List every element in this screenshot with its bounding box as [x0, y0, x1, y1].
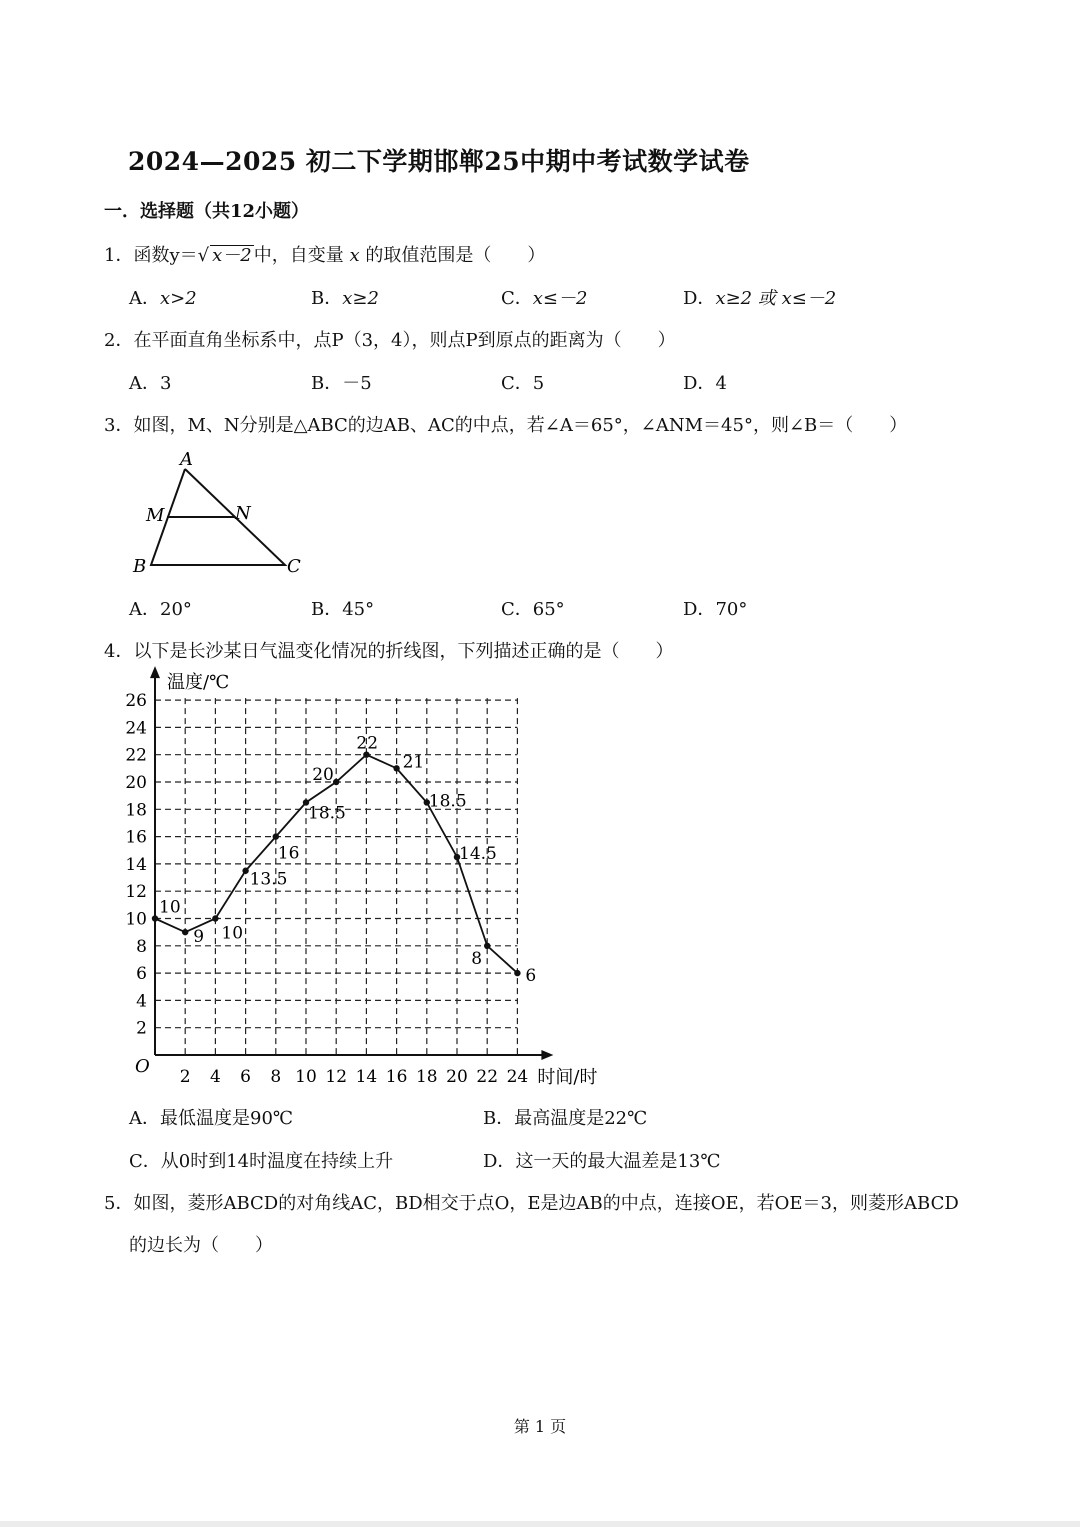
option-d[interactable] — [683, 595, 747, 621]
option-text: 最低温度是90℃ — [160, 1108, 294, 1129]
question-text: 中，自变量 — [253, 245, 344, 266]
option-d[interactable] — [683, 369, 727, 395]
data-point — [514, 970, 520, 976]
option-a[interactable] — [129, 1104, 293, 1130]
vertex-label-c: C — [287, 556, 301, 577]
option-label: B． — [311, 373, 343, 394]
option-b[interactable] — [311, 369, 372, 395]
x-tick-label: 6 — [240, 1067, 252, 1087]
data-label: 10 — [159, 897, 181, 918]
x-tick-label: 12 — [325, 1067, 348, 1087]
option-label: C． — [501, 373, 533, 394]
option-text: －5 — [342, 373, 372, 394]
temperature-line-chart — [120, 665, 620, 1100]
x-tick-label: 20 — [446, 1067, 468, 1087]
question-number: 2． — [104, 330, 134, 351]
triangle-figure — [125, 445, 315, 585]
y-tick-label: 2 — [136, 1018, 147, 1039]
option-label: A． — [129, 288, 160, 309]
option-b[interactable] — [483, 1104, 647, 1130]
question-text: 函数y＝ — [133, 245, 198, 266]
option-c[interactable] — [501, 369, 544, 395]
variable: x — [349, 245, 360, 266]
y-tick-label: 12 — [125, 882, 147, 903]
vertex-label-a: A — [180, 449, 193, 470]
x-tick-label: 10 — [295, 1067, 317, 1087]
question-2 — [104, 326, 676, 352]
option-label: D． — [683, 288, 716, 309]
data-label: 20 — [312, 765, 334, 785]
option-text: x≥2 — [342, 288, 379, 309]
question-number: 3． — [104, 415, 134, 436]
option-text: 5 — [532, 373, 545, 394]
option-a[interactable] — [129, 369, 171, 395]
bottom-rule — [0, 1521, 1080, 1527]
option-label: C． — [501, 288, 533, 309]
option-label: C． — [129, 1151, 161, 1172]
y-tick-label: 20 — [125, 773, 147, 793]
y-axis-label: 温度/℃ — [167, 672, 230, 694]
option-label: D． — [483, 1151, 516, 1172]
data-label: 6 — [525, 966, 537, 987]
question-text: 的取值范围是（ ） — [365, 245, 546, 266]
option-text: x≥2 或 x≤－2 — [715, 288, 837, 309]
data-label: 13.5 — [249, 869, 288, 890]
option-text: 3 — [160, 373, 172, 394]
data-point — [484, 943, 490, 949]
point-label-m: M — [146, 505, 165, 526]
page-footer: 第 1 页 — [513, 1417, 567, 1436]
option-c[interactable] — [129, 1147, 393, 1173]
x-tick-label: 2 — [179, 1067, 191, 1087]
option-d[interactable] — [483, 1147, 720, 1173]
data-label: 21 — [402, 752, 425, 773]
x-axis-arrow — [541, 1050, 553, 1060]
page-title: 2024—2025 初二下学期邯郸25中期中考试数学试卷 — [128, 147, 750, 176]
option-a[interactable] — [129, 595, 192, 621]
x-tick-label: 24 — [506, 1067, 529, 1087]
x-axis-label: 时间/时 — [537, 1067, 598, 1088]
option-b[interactable] — [311, 595, 374, 621]
question-1: 1．函数y＝√ x－2 中，自变量 x 的取值范围是（ ） — [104, 245, 546, 266]
option-text: x≤－2 — [532, 288, 588, 309]
data-point — [152, 915, 158, 921]
question-number: 5． — [104, 1193, 134, 1214]
y-axis-arrow — [150, 666, 160, 678]
x-tick-label: 16 — [385, 1067, 408, 1087]
data-point — [182, 929, 188, 935]
data-label: 9 — [193, 927, 205, 948]
option-text: 从0时到14时温度在持续上升 — [160, 1151, 394, 1172]
y-tick-label: 6 — [136, 964, 147, 985]
y-tick-label: 16 — [125, 827, 147, 848]
option-label: A． — [129, 1108, 160, 1129]
data-label: 14.5 — [459, 844, 497, 865]
option-text: x>2 — [160, 288, 197, 309]
option-c[interactable] — [501, 284, 587, 310]
question-text: 如图，菱形ABCD的对角线AC，BD相交于点O，E是边AB的中点，连接OE，若OE＝3，则菱形ABCD — [133, 1193, 959, 1214]
origin-label: O — [135, 1056, 150, 1077]
question-3 — [104, 411, 907, 437]
option-text: 20° — [160, 599, 192, 620]
option-text: 70° — [715, 599, 748, 620]
data-point — [212, 915, 218, 921]
y-tick-label: 10 — [125, 909, 147, 930]
option-label: A． — [129, 599, 160, 620]
option-a[interactable] — [129, 284, 197, 310]
data-label: 18.5 — [428, 791, 467, 812]
x-tick-label: 14 — [355, 1067, 378, 1087]
x-tick-label: 18 — [415, 1067, 438, 1087]
vertex-label-b: B — [133, 556, 147, 577]
point-label-n: N — [235, 503, 251, 524]
option-b[interactable] — [311, 284, 379, 310]
section-heading: 一．选择题（共12小题） — [104, 201, 310, 222]
question-text: 如图，M、N分别是△ABC的边AB、AC的中点，若∠A＝65°，∠ANM＝45°，则∠B＝（ ） — [133, 415, 908, 436]
data-label: 10 — [221, 923, 244, 944]
data-label: 22 — [356, 733, 379, 754]
chart-series — [152, 734, 536, 986]
option-label: A． — [129, 373, 160, 394]
y-tick-label: 18 — [125, 800, 147, 821]
question-number: 1． — [104, 245, 134, 266]
y-tick-label: 14 — [125, 854, 147, 875]
y-tick-label: 22 — [125, 745, 147, 766]
option-label: C． — [501, 599, 533, 620]
data-label: 8 — [471, 948, 483, 969]
question-5 — [104, 1189, 959, 1215]
radicand: x－2 — [212, 245, 252, 266]
option-text: 45° — [342, 599, 375, 620]
option-label: D． — [683, 599, 716, 620]
data-label: 16 — [277, 843, 300, 864]
y-tick-label: 8 — [136, 936, 147, 957]
question-number: 4． — [104, 641, 134, 662]
y-tick-label: 24 — [125, 718, 147, 739]
y-tick-label: 26 — [125, 691, 147, 712]
option-c[interactable] — [501, 595, 565, 621]
data-point — [273, 833, 279, 839]
question-text: 以下是长沙某日气温变化情况的折线图，下列描述正确的是（ ） — [133, 641, 674, 662]
data-point — [242, 868, 248, 874]
option-text: 4 — [715, 373, 727, 394]
x-tick-label: 22 — [476, 1067, 499, 1087]
option-text: 最高温度是22℃ — [514, 1108, 648, 1129]
data-point — [333, 779, 339, 785]
data-label: 18.5 — [308, 803, 346, 824]
question-5-continued: 的边长为（ ） — [129, 1235, 273, 1256]
x-tick-label: 4 — [209, 1067, 221, 1087]
data-point — [393, 765, 399, 771]
question-4 — [104, 637, 673, 663]
option-label: B． — [311, 288, 343, 309]
option-d[interactable] — [683, 284, 836, 310]
option-label: B． — [483, 1108, 515, 1129]
y-tick-label: 4 — [136, 991, 147, 1012]
option-text: 65° — [532, 599, 565, 620]
question-text: 在平面直角坐标系中，点P（3，4），则点P到原点的距离为（ ） — [133, 330, 676, 351]
option-label: B． — [311, 599, 343, 620]
option-label: D． — [683, 373, 716, 394]
option-text: 这一天的最大温差是13℃ — [515, 1151, 721, 1172]
x-tick-label: 8 — [270, 1067, 282, 1087]
